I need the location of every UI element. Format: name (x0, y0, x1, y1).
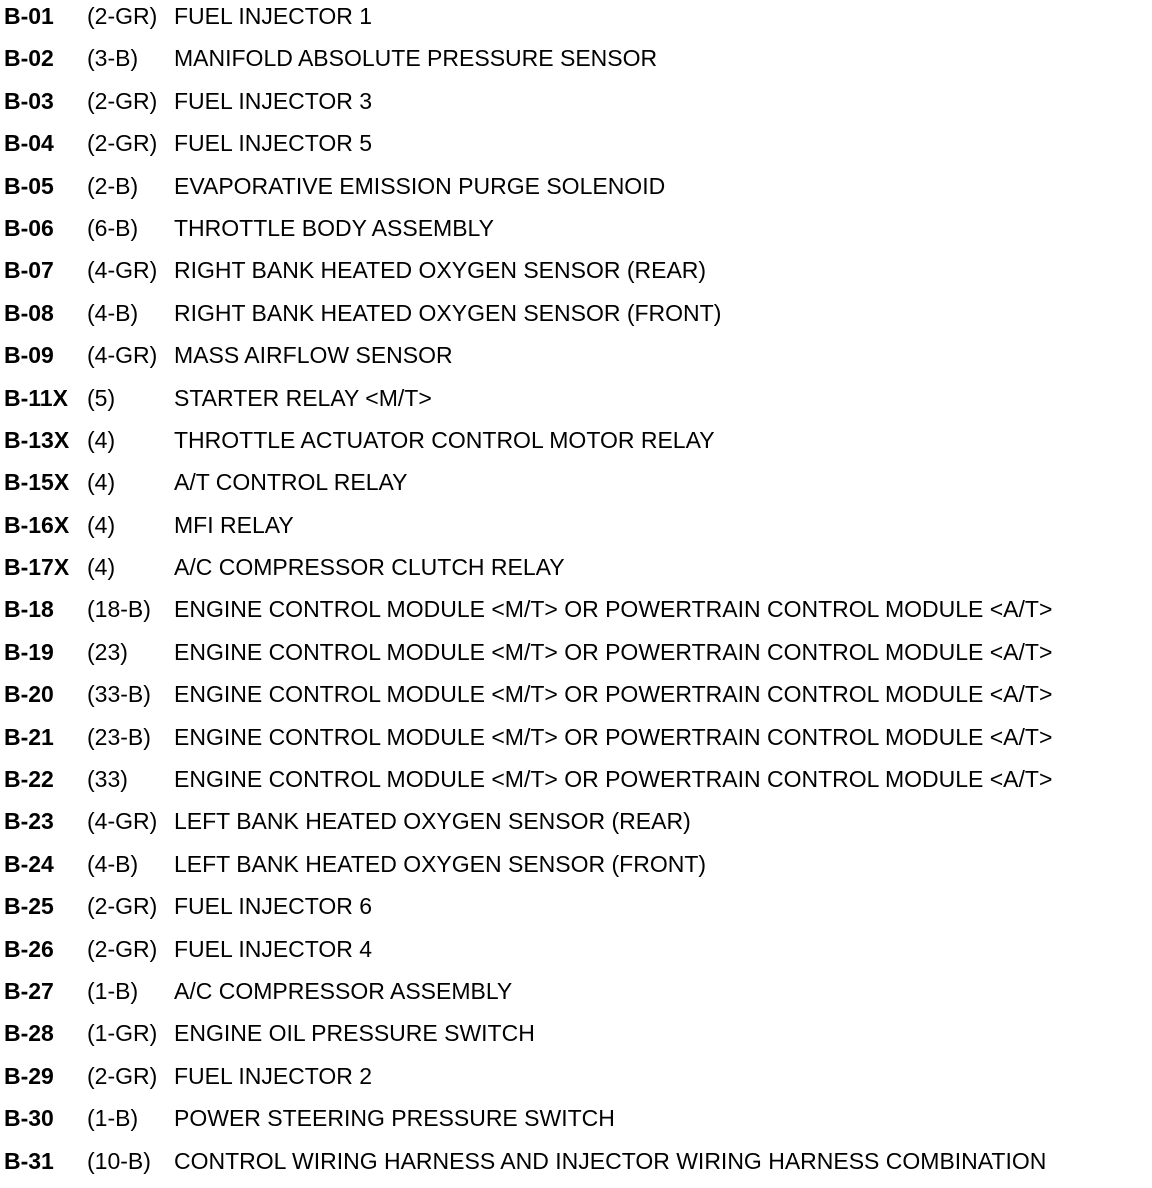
connector-description: FUEL INJECTOR 5 (174, 130, 373, 157)
connector-spec: (4-GR) (87, 342, 158, 369)
connector-code: B-16X (4, 511, 70, 538)
connector-description: FUEL INJECTOR 2 (174, 1062, 373, 1089)
list-item (0, 425, 1152, 467)
list-item (0, 128, 1152, 170)
connector-spec: (1-GR) (87, 1020, 158, 1047)
connector-code: B-30 (4, 1105, 54, 1132)
connector-spec: (2-GR) (87, 87, 158, 114)
list-item (0, 849, 1152, 891)
connector-code: B-08 (4, 299, 54, 326)
list-item (0, 552, 1152, 594)
connector-description: ENGINE CONTROL MODULE <M/T> OR POWERTRAIN CONTROL MODULE <A/T> (174, 638, 1053, 665)
connector-code: B-09 (4, 342, 54, 369)
connector-code: B-13X (4, 426, 70, 453)
list-item (0, 467, 1152, 509)
connector-spec: (4-B) (87, 299, 139, 326)
connector-spec: (4-GR) (87, 257, 158, 284)
connector-description: RIGHT BANK HEATED OXYGEN SENSOR (REAR) (174, 257, 707, 284)
list-item (0, 510, 1152, 552)
list-item (0, 1018, 1152, 1060)
connector-description: A/C COMPRESSOR ASSEMBLY (174, 977, 513, 1004)
connector-description: FUEL INJECTOR 6 (174, 893, 373, 920)
connector-spec: (33-B) (87, 681, 151, 708)
connector-code: B-20 (4, 681, 54, 708)
list-item (0, 891, 1152, 933)
connector-code: B-15X (4, 469, 70, 496)
list-item (0, 976, 1152, 1018)
connector-code: B-06 (4, 214, 54, 241)
connector-description: THROTTLE BODY ASSEMBLY (174, 214, 494, 241)
connector-spec: (6-B) (87, 214, 139, 241)
list-item (0, 637, 1152, 679)
connector-code: B-05 (4, 172, 54, 199)
connector-code: B-02 (4, 45, 54, 72)
connector-code: B-24 (4, 850, 54, 877)
connector-code: B-01 (4, 3, 54, 29)
list-item (0, 171, 1152, 213)
connector-spec: (23) (87, 638, 128, 665)
connector-description: MFI RELAY (174, 511, 294, 538)
list-item (0, 806, 1152, 848)
connector-spec: (18-B) (87, 596, 151, 623)
connector-spec: (4-GR) (87, 808, 158, 835)
connector-description: ENGINE OIL PRESSURE SWITCH (174, 1020, 535, 1047)
connector-code: B-21 (4, 723, 54, 750)
connector-code: B-19 (4, 638, 54, 665)
connector-code: B-18 (4, 596, 54, 623)
list-item (0, 1146, 1152, 1188)
connector-code: B-23 (4, 808, 54, 835)
list-item (0, 934, 1152, 976)
connector-spec: (1-B) (87, 977, 139, 1004)
connector-code: B-04 (4, 130, 54, 157)
connector-description: LEFT BANK HEATED OXYGEN SENSOR (FRONT) (174, 850, 707, 877)
connector-spec: (2-GR) (87, 130, 158, 157)
connector-description: ENGINE CONTROL MODULE <M/T> OR POWERTRAIN CONTROL MODULE <A/T> (174, 596, 1053, 623)
connector-spec: (4) (87, 554, 116, 581)
list-item (0, 764, 1152, 806)
connector-description: RIGHT BANK HEATED OXYGEN SENSOR (FRONT) (174, 299, 722, 326)
connector-code: B-03 (4, 87, 54, 114)
connector-spec: (4) (87, 469, 116, 496)
connector-spec: (4) (87, 426, 116, 453)
connector-code: B-17X (4, 554, 70, 581)
list-item (0, 1, 1152, 43)
connector-description: FUEL INJECTOR 1 (174, 3, 373, 29)
connector-code: B-22 (4, 766, 54, 793)
connector-description: FUEL INJECTOR 3 (174, 87, 373, 114)
connector-description: LEFT BANK HEATED OXYGEN SENSOR (REAR) (174, 808, 691, 835)
connector-code: B-11X (4, 384, 68, 411)
connector-code: B-07 (4, 257, 54, 284)
connector-description: THROTTLE ACTUATOR CONTROL MOTOR RELAY (174, 426, 715, 453)
connector-code: B-25 (4, 893, 54, 920)
connector-code: B-29 (4, 1062, 54, 1089)
connector-description: MANIFOLD ABSOLUTE PRESSURE SENSOR (174, 45, 658, 72)
connector-description: POWER STEERING PRESSURE SWITCH (174, 1105, 615, 1132)
connector-spec: (5) (87, 384, 116, 411)
list-item (0, 594, 1152, 636)
connector-spec: (1-B) (87, 1105, 139, 1132)
connector-description: STARTER RELAY <M/T> (174, 384, 432, 411)
list-item (0, 298, 1152, 340)
list-item (0, 43, 1152, 85)
connector-spec: (23-B) (87, 723, 151, 750)
connector-description: FUEL INJECTOR 4 (174, 935, 373, 962)
list-item (0, 1061, 1152, 1103)
connector-description: MASS AIRFLOW SENSOR (174, 342, 453, 369)
list-item (0, 1103, 1152, 1145)
connector-spec: (2-GR) (87, 893, 158, 920)
connector-description: CONTROL WIRING HARNESS AND INJECTOR WIRING HARNESS COMBINATION (174, 1147, 1047, 1174)
connector-spec: (4-B) (87, 850, 139, 877)
connector-spec: (2-B) (87, 172, 139, 199)
connector-spec: (2-GR) (87, 1062, 158, 1089)
connector-description: ENGINE CONTROL MODULE <M/T> OR POWERTRAIN CONTROL MODULE <A/T> (174, 681, 1053, 708)
connector-spec: (10-B) (87, 1147, 151, 1174)
connector-description: A/C COMPRESSOR CLUTCH RELAY (174, 554, 565, 581)
connector-spec: (33) (87, 766, 128, 793)
connector-spec: (2-GR) (87, 3, 158, 29)
list-item (0, 255, 1152, 297)
list-item (0, 213, 1152, 255)
connector-code: B-27 (4, 977, 54, 1004)
connector-spec: (2-GR) (87, 935, 158, 962)
connector-code: B-31 (4, 1147, 54, 1174)
connector-spec: (3-B) (87, 45, 139, 72)
list-item (0, 383, 1152, 425)
connector-code: B-26 (4, 935, 54, 962)
connector-code: B-28 (4, 1020, 54, 1047)
connector-description: A/T CONTROL RELAY (174, 469, 408, 496)
list-item (0, 86, 1152, 128)
connector-spec: (4) (87, 511, 116, 538)
connector-description: ENGINE CONTROL MODULE <M/T> OR POWERTRAIN CONTROL MODULE <A/T> (174, 723, 1053, 750)
list-item (0, 679, 1152, 721)
connector-description: ENGINE CONTROL MODULE <M/T> OR POWERTRAIN CONTROL MODULE <A/T> (174, 766, 1053, 793)
list-item (0, 722, 1152, 764)
list-item (0, 340, 1152, 382)
connector-description: EVAPORATIVE EMISSION PURGE SOLENOID (174, 172, 666, 199)
